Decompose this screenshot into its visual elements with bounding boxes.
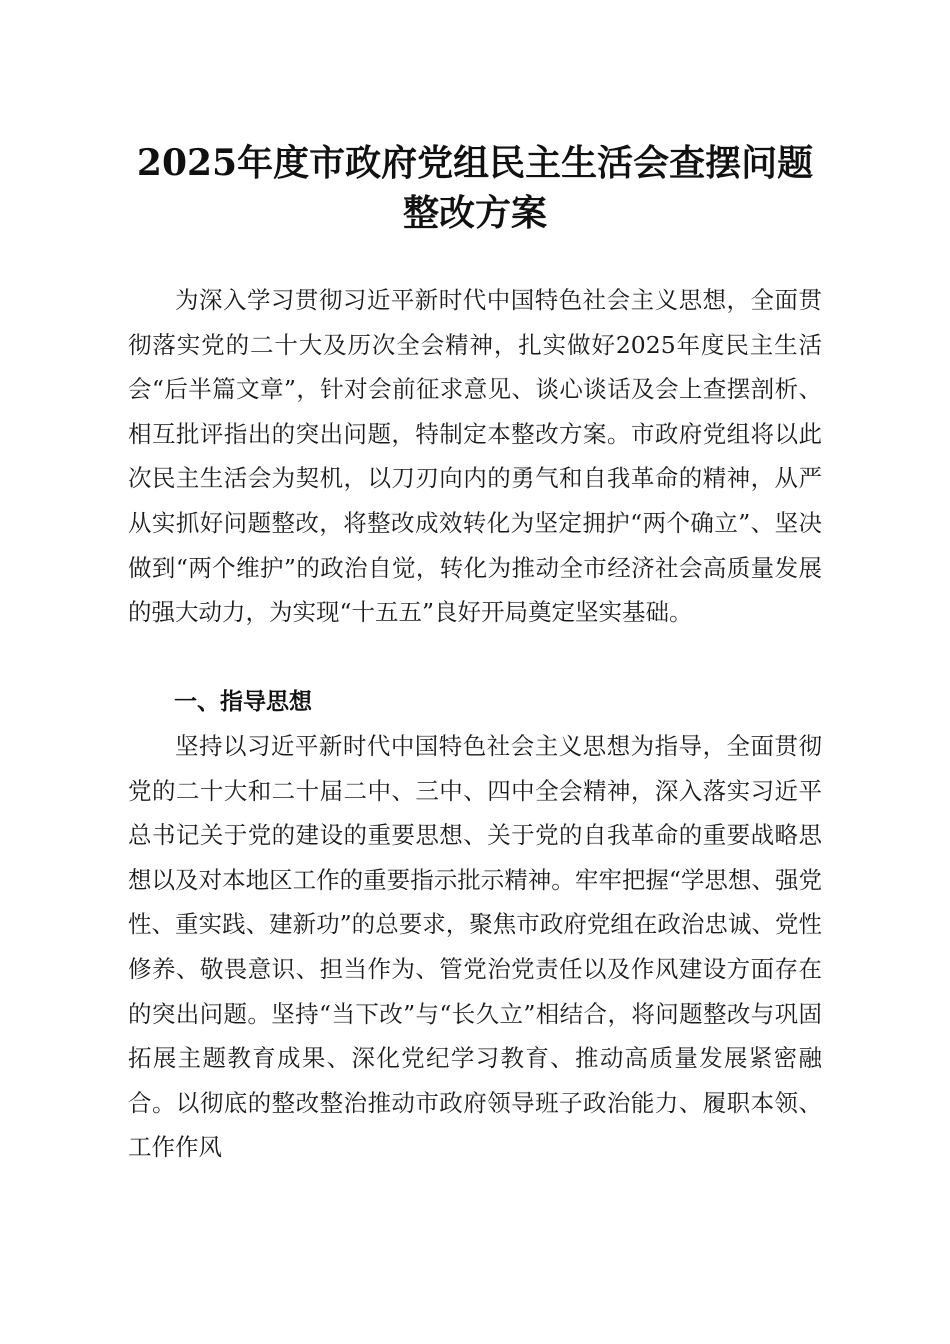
document-title: 2025年度市政府党组民主生活会查摆问题整改方案 bbox=[136, 142, 814, 234]
section-heading-guiding-ideology: 一、指导思想 bbox=[174, 689, 312, 715]
intro-paragraph: 为深入学习贯彻习近平新时代中国特色社会主义思想，全面贯彻落实党的二十大及历次全会精神，扎实做好2025年度民主生活会“后半篇文章”，针对会前征求意见、谈心谈话及会上查摆剖析、相互批评指出的突出问题，特制定本整改方案。市政府党组将以此次民主生活会为契机，以刀刃向内的勇气和自我革命的精神，从严从实抓好问题整改，将整改成效转化为坚定拥护“两个确立”、坚决做到“两个维护”的政治自觉，转化为推动全市经济社会高质量发展的强大动力，为实现“十五五”良好开局奠定坚实基础。 bbox=[128, 286, 822, 627]
guiding-ideology-paragraph: 坚持以习近平新时代中国特色社会主义思想为指导，全面贯彻党的二十大和二十届二中、三中、四中全会精神，深入落实习近平总书记关于党的建设的重要思想、关于党的自我革命的重要战略思想以及对本地区工作的重要指示批示精神。牢牢把握“学思想、强党性、重实践、建新功”的总要求，聚焦市政府党组在政治忠诚、党性修养、敬畏意识、担当作为、管党治党责任以及作风建设方面存在的突出问题。坚持“当下改”与“长久立”相结合，将问题整改与巩固拓展主题教育成果、深化党纪学习教育、推动高质量发展紧密融合。以彻底的整改整治推动市政府领导班子政治能力、履职本领、工作作风 bbox=[128, 732, 822, 1162]
